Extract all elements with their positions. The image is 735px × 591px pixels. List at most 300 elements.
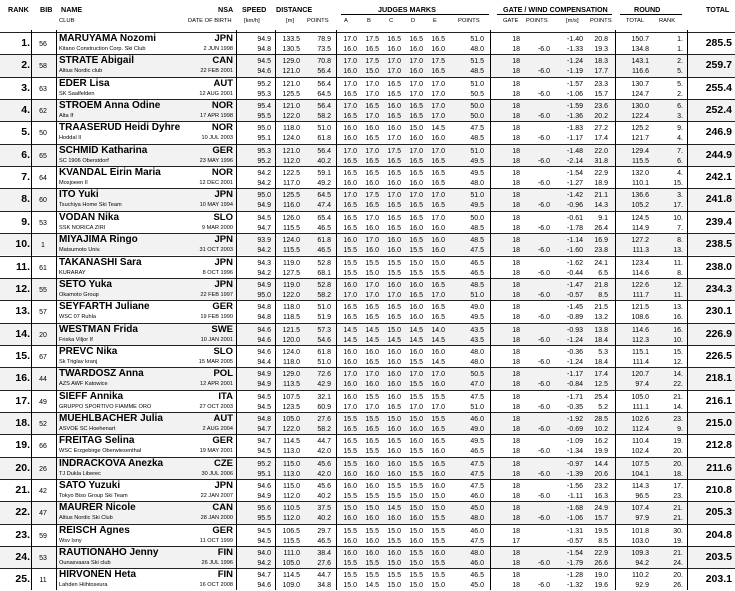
judge-c-round2: 16.0 bbox=[387, 448, 401, 456]
gate-round1: 18 bbox=[512, 572, 520, 580]
distance-round1: 110.5 bbox=[283, 505, 300, 513]
judge-d-round2: 15.5 bbox=[409, 448, 423, 456]
wind-points-round1: 18.3 bbox=[594, 58, 608, 66]
total-points: 241.8 bbox=[705, 193, 732, 206]
column-divider bbox=[615, 30, 616, 590]
judge-d-round2: 15.5 bbox=[409, 247, 423, 255]
gate-round1: 18 bbox=[512, 214, 520, 222]
judge-c-round1: 16.0 bbox=[387, 371, 401, 379]
round-rank-round1: 6. bbox=[677, 103, 683, 111]
gate-round1: 18 bbox=[512, 460, 520, 468]
distance-points-round1: 45.6 bbox=[317, 483, 331, 490]
nsa: NOR bbox=[211, 122, 233, 134]
table-row bbox=[0, 99, 735, 121]
round-rank-round2: 19. bbox=[673, 537, 683, 545]
club: Matsumoto Univ. bbox=[59, 247, 101, 254]
bib: 26 bbox=[39, 465, 47, 473]
gate-round1: 18 bbox=[512, 58, 520, 66]
judges-points-round1: 48.5 bbox=[470, 237, 484, 245]
wind-points-round2: 12.5 bbox=[594, 381, 608, 389]
judge-a-round1: 16.0 bbox=[343, 483, 357, 490]
judge-e-round1: 16.5 bbox=[431, 36, 445, 43]
table-row bbox=[0, 233, 735, 255]
round-total-round1: 130.7 bbox=[631, 80, 649, 88]
wind-round2: -0.69 bbox=[567, 425, 583, 433]
judge-b-round2: 16.0 bbox=[365, 180, 379, 188]
date-of-birth: 12 AUG 2001 bbox=[199, 90, 233, 97]
wind-points-round1: 16.2 bbox=[594, 438, 608, 446]
wind-round2: -0.35 bbox=[567, 403, 583, 411]
judge-b-round1: 17.0 bbox=[365, 214, 379, 222]
wind-round2: -2.14 bbox=[567, 157, 583, 165]
judge-c-round2: 16.5 bbox=[387, 113, 401, 121]
date-of-birth: 27 OCT 2003 bbox=[199, 403, 233, 410]
round-total-round1: 114.6 bbox=[632, 326, 649, 334]
distance-points-round2: 42.9 bbox=[317, 381, 331, 389]
wind-points-round2: 18.4 bbox=[594, 358, 608, 366]
date-of-birth: 12 DEC 2001 bbox=[199, 180, 233, 187]
wind-points-round1: 9.1 bbox=[598, 214, 608, 222]
judges-points-round2: 48.5 bbox=[470, 135, 484, 143]
judges-points-round2: 48.0 bbox=[470, 515, 484, 523]
rank: 19. bbox=[15, 439, 30, 452]
judges-points-round2: 47.0 bbox=[470, 381, 484, 389]
gate-round1: 18 bbox=[512, 304, 520, 312]
judge-d-round2: 16.5 bbox=[409, 157, 423, 165]
gate-round1: 18 bbox=[512, 192, 520, 200]
judge-e-round1: 16.5 bbox=[431, 438, 445, 446]
judges-points-round2: 46.5 bbox=[470, 269, 484, 277]
wind-round1: -1.54 bbox=[567, 550, 583, 558]
wind-points-round1: 13.8 bbox=[594, 326, 608, 334]
judge-c-round1: 16.0 bbox=[387, 348, 401, 356]
rank: 1. bbox=[21, 37, 30, 49]
wind-points-round1: 21.8 bbox=[594, 281, 608, 289]
wind-points-round1: 22.9 bbox=[594, 550, 608, 558]
judge-e-round1: 16.0 bbox=[431, 237, 445, 245]
judge-c-round1: 15.5 bbox=[387, 259, 401, 267]
wind-round2: -1.34 bbox=[567, 448, 583, 456]
header-name: NAME bbox=[61, 5, 83, 14]
speed-round2: 94.5 bbox=[257, 537, 271, 545]
date-of-birth: 15 MAR 2005 bbox=[198, 358, 233, 365]
judge-c-round2: 16.0 bbox=[387, 180, 401, 188]
judges-points-round2: 49.0 bbox=[470, 425, 484, 433]
wind-round1: -1.42 bbox=[567, 192, 583, 200]
gate-round2: 18 bbox=[512, 135, 520, 143]
table-row bbox=[0, 121, 735, 143]
distance-round2: 124.0 bbox=[282, 135, 300, 143]
distance-round2: 130.5 bbox=[282, 46, 300, 53]
speed-round1: 94.8 bbox=[257, 304, 271, 312]
judges-points-round2: 49.5 bbox=[470, 202, 484, 210]
judge-c-round2: 16.0 bbox=[387, 470, 401, 478]
wind-round2: -1.39 bbox=[567, 470, 583, 478]
judge-a-round1: 15.5 bbox=[343, 572, 357, 580]
round-rank-round2: 24. bbox=[673, 560, 683, 568]
distance-points-round1: 51.0 bbox=[317, 304, 331, 312]
header-judges: JUDGES MARKS bbox=[378, 5, 436, 14]
gate-round1: 18 bbox=[512, 393, 520, 401]
athlete-name: TWARDOSZ Anna bbox=[59, 368, 144, 380]
judge-e-round1: 15.5 bbox=[431, 415, 445, 423]
speed-round1: 94.5 bbox=[257, 58, 271, 66]
speed-round2: 94.7 bbox=[257, 224, 271, 232]
nsa: AUT bbox=[213, 412, 233, 424]
judge-d-round1: 15.0 bbox=[409, 259, 423, 267]
club: KURARAY bbox=[59, 269, 86, 276]
judge-b-round2: 16.5 bbox=[365, 425, 379, 433]
gate-round1: 18 bbox=[512, 326, 520, 334]
table-row bbox=[0, 188, 735, 210]
gate-round2: 18 bbox=[512, 180, 520, 188]
column-divider bbox=[236, 30, 237, 590]
wind-round1: -0.97 bbox=[567, 460, 583, 468]
wind-points-round2: 17.7 bbox=[594, 68, 608, 76]
round-rank-round2: 8. bbox=[677, 269, 683, 277]
judge-b-round2: 14.5 bbox=[365, 336, 379, 344]
speed-round2: 94.9 bbox=[257, 493, 271, 500]
judge-d-round2: 15.5 bbox=[409, 470, 423, 478]
total-points: 203.5 bbox=[705, 551, 732, 564]
speed-round2: 94.5 bbox=[257, 448, 271, 456]
judge-c-round2: 16.5 bbox=[387, 403, 401, 411]
round-rank-round1: 30. bbox=[673, 527, 683, 535]
judges-points-round1: 50.0 bbox=[470, 103, 484, 111]
wind-round2: -0.44 bbox=[567, 269, 583, 277]
speed-round2: 95.2 bbox=[257, 157, 271, 165]
rank: 13. bbox=[15, 305, 30, 318]
header-judge-a: A bbox=[344, 18, 348, 24]
gate-points-round2: -6.0 bbox=[537, 403, 550, 411]
judge-a-round1: 17.0 bbox=[343, 36, 357, 43]
judge-e-round1: 16.5 bbox=[431, 460, 445, 468]
gate-points-round2: -6.0 bbox=[537, 247, 550, 255]
judge-c-round1: 15.0 bbox=[387, 326, 401, 334]
judge-a-round2: 16.5 bbox=[343, 224, 357, 232]
gate-round2: 18 bbox=[512, 269, 520, 277]
wind-round1: -1.71 bbox=[567, 393, 583, 401]
round-total-round1: 129.4 bbox=[631, 147, 649, 155]
round-rank-round2: 15. bbox=[673, 180, 683, 188]
judges-points-round1: 46.5 bbox=[470, 572, 484, 580]
judge-c-round1: 16.5 bbox=[387, 438, 401, 446]
judges-points-round2: 46.0 bbox=[470, 493, 484, 500]
table-row bbox=[0, 434, 735, 456]
rank: 9. bbox=[21, 215, 30, 228]
judge-e-round2: 17.0 bbox=[431, 291, 445, 299]
club: Kitano Construction Corp. Ski Club bbox=[59, 46, 146, 52]
round-total-round2: 122.4 bbox=[631, 113, 649, 121]
judge-a-round2: 16.0 bbox=[343, 470, 357, 478]
distance-round2: 117.0 bbox=[283, 180, 300, 188]
wind-round2: -1.79 bbox=[567, 560, 583, 568]
judge-b-round2: 16.0 bbox=[365, 537, 379, 545]
judge-d-round2: 14.5 bbox=[409, 336, 423, 344]
bib: 1 bbox=[41, 242, 45, 250]
judge-a-round1: 16.0 bbox=[343, 237, 357, 245]
round-total-round1: 120.7 bbox=[631, 371, 649, 379]
judge-e-round1: 16.5 bbox=[431, 170, 445, 178]
table-row bbox=[0, 256, 735, 278]
gate-round1: 18 bbox=[512, 505, 520, 513]
header-bib: BIB bbox=[40, 5, 53, 14]
speed-round2: 95.5 bbox=[257, 515, 271, 523]
total-points: 246.9 bbox=[705, 126, 732, 139]
distance-points-round2: 40.2 bbox=[317, 157, 331, 165]
judge-c-round1: 16.0 bbox=[387, 103, 401, 111]
wind-round2: -1.06 bbox=[567, 515, 583, 523]
judges-points-round2: 46.0 bbox=[470, 560, 484, 568]
wind-points-round2: 19.9 bbox=[594, 448, 608, 456]
judge-d-round2: 15.5 bbox=[409, 358, 423, 366]
judge-c-round2: 16.5 bbox=[387, 90, 401, 98]
round-total-round1: 132.0 bbox=[631, 170, 649, 178]
round-rank-round2: 21. bbox=[673, 515, 683, 523]
total-points: 210.8 bbox=[705, 484, 732, 496]
round-rank-round1: 17. bbox=[673, 483, 683, 490]
speed-round1: 94.9 bbox=[257, 281, 271, 289]
judges-points-round1: 48.5 bbox=[470, 281, 484, 289]
judge-a-round1: 15.5 bbox=[343, 259, 357, 267]
column-divider bbox=[687, 30, 688, 590]
header-round: ROUND bbox=[634, 5, 661, 14]
distance-round1: 115.0 bbox=[283, 483, 300, 490]
total-points: 285.5 bbox=[705, 37, 732, 49]
judge-c-round2: 15.5 bbox=[387, 537, 401, 545]
speed-round1: 94.5 bbox=[257, 393, 271, 401]
gate-round2: 18 bbox=[512, 202, 520, 210]
rank: 11. bbox=[15, 260, 30, 273]
judge-c-round1: 16.5 bbox=[387, 304, 401, 312]
distance-round2: 115.5 bbox=[283, 224, 300, 232]
nsa: FIN bbox=[217, 569, 233, 581]
column-divider bbox=[275, 30, 276, 590]
speed-round1: 94.2 bbox=[257, 170, 271, 178]
gate-points-round2: -6.0 bbox=[537, 448, 550, 456]
round-rank-round2: 9. bbox=[677, 425, 683, 433]
distance-round2: 123.5 bbox=[282, 403, 300, 411]
distance-round1: 106.5 bbox=[282, 527, 300, 535]
date-of-birth: 31 OCT 2003 bbox=[199, 247, 233, 254]
judge-e-round1: 14.5 bbox=[431, 125, 445, 133]
wind-points-round1: 24.9 bbox=[594, 505, 608, 513]
speed-round2: 94.7 bbox=[257, 425, 271, 433]
wind-round1: -1.31 bbox=[567, 527, 583, 535]
wind-round2: -1.78 bbox=[567, 224, 583, 232]
judge-a-round2: 15.5 bbox=[343, 493, 357, 500]
judge-b-round1: 16.0 bbox=[365, 125, 379, 133]
judge-d-round1: 15.0 bbox=[409, 505, 423, 513]
judges-points-round1: 47.5 bbox=[470, 460, 484, 468]
gate-points-round2: -6.0 bbox=[537, 46, 550, 53]
judge-b-round2: 16.5 bbox=[365, 202, 379, 210]
date-of-birth: 2 JUN 1998 bbox=[203, 46, 233, 52]
round-rank-round1: 12. bbox=[673, 281, 683, 289]
distance-points-round2: 34.8 bbox=[317, 582, 331, 590]
round-rank-round2: 18. bbox=[673, 470, 683, 478]
gw-header-rule bbox=[497, 14, 612, 15]
round-rank-round2: 26. bbox=[673, 582, 683, 590]
gate-points-round2: -6.0 bbox=[537, 314, 550, 322]
athlete-name: TAKANASHI Sara bbox=[59, 256, 142, 268]
column-divider bbox=[490, 30, 491, 590]
gate-points-round2: -6.0 bbox=[537, 582, 550, 590]
judge-a-round1: 14.5 bbox=[343, 326, 357, 334]
date-of-birth: 17 APR 1998 bbox=[200, 113, 233, 120]
round-rank-round2: 11. bbox=[673, 291, 683, 299]
club: Ounasvaara Ski club bbox=[59, 560, 111, 567]
gate-round2: 18 bbox=[512, 470, 520, 478]
round-total-round2: 111.1 bbox=[632, 403, 649, 411]
judges-header-rule bbox=[341, 14, 489, 15]
distance-points-round2: 42.0 bbox=[317, 448, 331, 456]
round-total-round2: 105.2 bbox=[631, 202, 649, 210]
judge-c-round1: 15.0 bbox=[387, 527, 401, 535]
wind-points-round1: 20.8 bbox=[594, 36, 608, 43]
wind-points-round2: 26.6 bbox=[594, 560, 608, 568]
nsa: FIN bbox=[217, 547, 233, 559]
athlete-name: EDER Lisa bbox=[59, 77, 110, 89]
nsa: SLO bbox=[213, 211, 233, 223]
judge-d-round1: 16.5 bbox=[409, 103, 423, 111]
judge-c-round1: 16.0 bbox=[387, 393, 401, 401]
speed-round1: 94.3 bbox=[257, 259, 271, 267]
judge-d-round1: 16.0 bbox=[409, 348, 423, 356]
gate-round1: 18 bbox=[512, 371, 520, 379]
table-row bbox=[0, 367, 735, 389]
judge-d-round1: 15.0 bbox=[409, 125, 423, 133]
judges-points-round1: 51.0 bbox=[470, 192, 484, 200]
table-row bbox=[0, 32, 735, 54]
round-rank-round1: 1. bbox=[677, 36, 683, 43]
date-of-birth: 8 OCT 1996 bbox=[202, 269, 233, 276]
distance-round1: 129.0 bbox=[282, 58, 300, 66]
nsa: GER bbox=[212, 435, 233, 447]
judge-d-round1: 16.5 bbox=[409, 214, 423, 222]
round-total-round1: 143.1 bbox=[631, 58, 649, 66]
round-total-round2: 97.4 bbox=[635, 381, 649, 389]
bib: 44 bbox=[39, 376, 47, 384]
judge-b-round1: 16.0 bbox=[365, 348, 379, 356]
judge-d-round1: 16.5 bbox=[409, 237, 423, 245]
judge-e-round1: 15.5 bbox=[431, 572, 445, 580]
judge-d-round2: 15.0 bbox=[409, 493, 423, 500]
judge-b-round2: 16.5 bbox=[365, 157, 379, 165]
distance-points-round2: 58.2 bbox=[317, 291, 331, 299]
distance-round1: 107.5 bbox=[282, 393, 300, 401]
athlete-name: TRAASERUD Heidi Dyhre bbox=[59, 122, 181, 134]
gate-round2: 18 bbox=[512, 425, 520, 433]
wind-round2: -1.27 bbox=[567, 180, 583, 188]
distance-round1: 124.0 bbox=[282, 237, 300, 245]
judge-a-round1: 17.0 bbox=[343, 192, 357, 200]
judges-points-round2: 48.5 bbox=[470, 68, 484, 76]
distance-round2: 122.0 bbox=[282, 425, 300, 433]
wind-round1: -0.93 bbox=[567, 326, 583, 334]
athlete-name: REISCH Agnes bbox=[59, 524, 130, 536]
bib: 11 bbox=[39, 577, 47, 585]
total-points: 204.8 bbox=[705, 528, 732, 541]
bib: 47 bbox=[39, 510, 47, 518]
club: Sk Triglav kranj bbox=[59, 358, 98, 365]
judges-points-round2: 48.0 bbox=[470, 46, 484, 53]
judge-c-round2: 14.5 bbox=[387, 336, 401, 344]
wind-points-round2: 5.2 bbox=[598, 403, 608, 411]
wind-points-round1: 19.5 bbox=[594, 527, 608, 535]
wind-round2: -0.57 bbox=[567, 291, 583, 299]
gate-round2: 18 bbox=[512, 582, 520, 590]
round-total-round1: 122.6 bbox=[631, 281, 649, 289]
judge-e-round2: 16.0 bbox=[431, 470, 445, 478]
gate-round2: 17 bbox=[512, 537, 520, 545]
wind-round1: -1.45 bbox=[567, 304, 583, 312]
judge-d-round1: 17.0 bbox=[409, 192, 423, 200]
round-total-round2: 92.9 bbox=[635, 582, 649, 590]
wind-round1: -1.92 bbox=[567, 415, 583, 423]
judge-b-round1: 14.5 bbox=[365, 326, 379, 334]
speed-round2: 94.6 bbox=[257, 582, 271, 590]
gate-points-round2: -6.0 bbox=[537, 180, 550, 188]
judge-b-round1: 17.0 bbox=[365, 80, 379, 88]
judge-c-round1: 15.5 bbox=[387, 572, 401, 580]
distance-points-round1: 56.4 bbox=[317, 147, 331, 155]
distance-points-round1: 51.0 bbox=[317, 125, 331, 133]
judge-e-round1: 15.5 bbox=[431, 393, 445, 401]
nsa: GER bbox=[212, 524, 233, 536]
judge-a-round2: 16.0 bbox=[343, 515, 357, 523]
judge-a-round1: 16.5 bbox=[343, 304, 357, 312]
gate-round2: 18 bbox=[512, 448, 520, 456]
judge-b-round1: 17.0 bbox=[365, 147, 379, 155]
wind-points-round2: 10.2 bbox=[594, 425, 608, 433]
date-of-birth: 28 JAN 2000 bbox=[200, 515, 233, 522]
bib: 66 bbox=[39, 443, 47, 451]
bib: 59 bbox=[39, 532, 47, 540]
judge-d-round2: 15.0 bbox=[409, 560, 423, 568]
judge-e-round1: 15.5 bbox=[431, 527, 445, 535]
judge-c-round1: 16.5 bbox=[387, 214, 401, 222]
round-rank-round2: 17. bbox=[673, 202, 683, 210]
speed-round1: 95.0 bbox=[257, 192, 271, 200]
distance-round2: 115.5 bbox=[283, 537, 300, 545]
round-rank-round1: 9. bbox=[677, 125, 683, 133]
header-gate-wind: GATE / WIND COMPENSATION bbox=[503, 5, 608, 14]
speed-round2: 94.2 bbox=[257, 560, 271, 568]
judge-a-round2: 16.0 bbox=[343, 381, 357, 389]
club: Okamoto Group bbox=[59, 291, 99, 298]
judge-e-round2: 16.5 bbox=[431, 314, 445, 322]
wind-round2: -1.60 bbox=[567, 247, 583, 255]
judge-a-round2: 16.0 bbox=[343, 180, 357, 188]
round-rank-round1: 21. bbox=[673, 505, 683, 513]
judge-b-round1: 16.5 bbox=[365, 304, 379, 312]
athlete-name: ITO Yuki bbox=[59, 189, 99, 201]
athlete-name: MUEHLBACHER Julia bbox=[59, 412, 163, 424]
header-judge-e: E bbox=[433, 18, 437, 24]
club: Alta If bbox=[59, 113, 74, 120]
judge-d-round2: 16.0 bbox=[409, 135, 423, 143]
wind-points-round2: 8.5 bbox=[598, 537, 608, 545]
header-total: TOTAL bbox=[706, 5, 730, 14]
judge-e-round1: 17.0 bbox=[431, 147, 445, 155]
distance-points-round2: 40.2 bbox=[317, 515, 331, 523]
header-gate: GATE bbox=[503, 18, 519, 24]
bib: 56 bbox=[39, 41, 47, 48]
gate-points-round2: -6.0 bbox=[537, 336, 550, 344]
distance-points-round1: 64.5 bbox=[317, 192, 331, 200]
distance-round2: 118.0 bbox=[283, 358, 300, 366]
